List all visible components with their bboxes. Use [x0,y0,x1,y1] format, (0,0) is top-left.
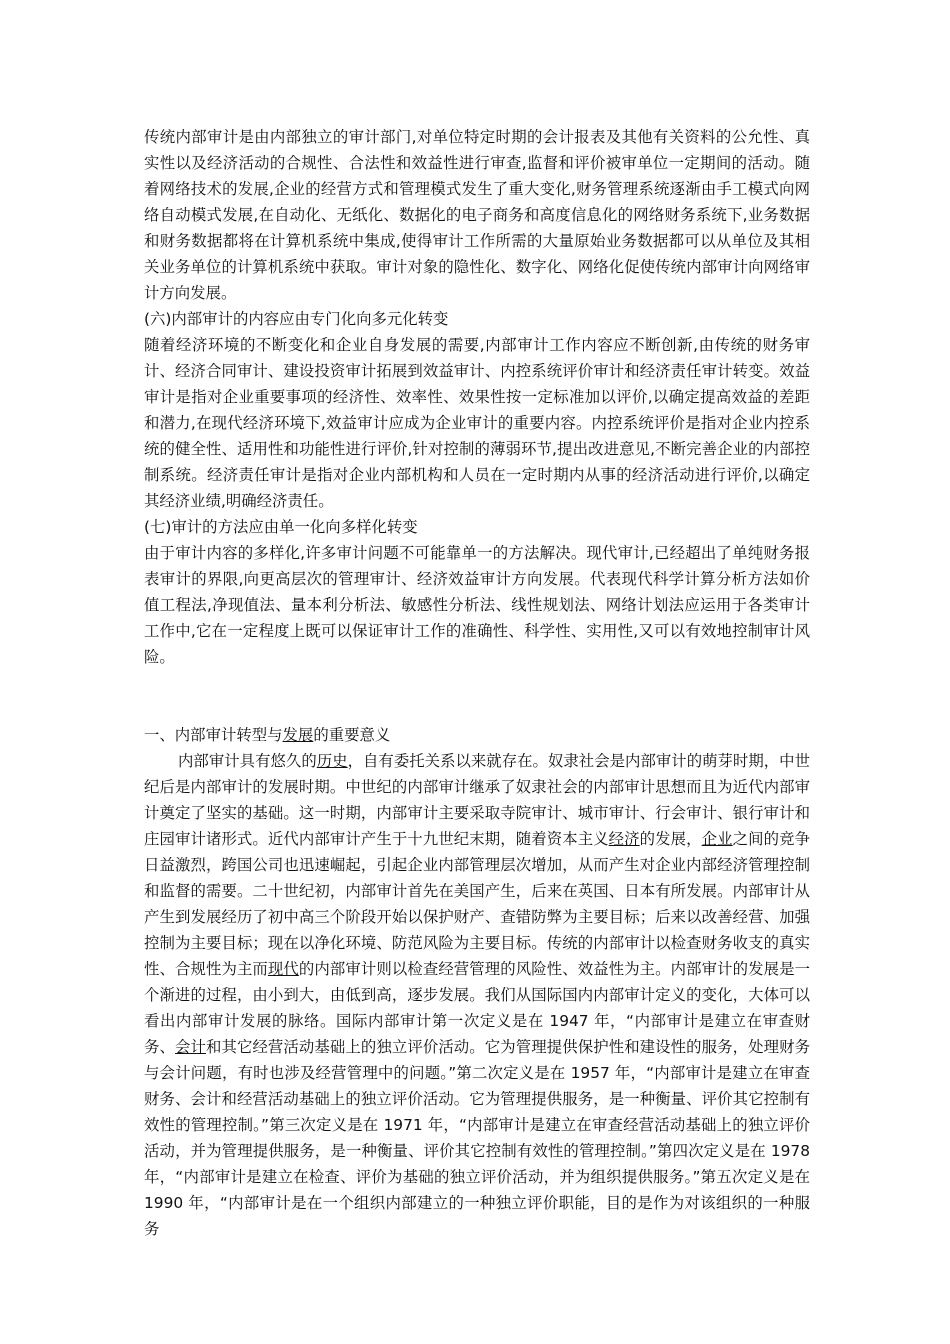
link-economy[interactable]: 经济 [608,830,640,848]
text-run: 之间的竞争日益激烈，跨国公司也迅速崛起，引起企业内部管理层次增加，从而产生对企业内部经济管理控制和监督的需要。二十世纪初，内部审计首先在美国产生，后来在英国、日本有所发展。内部审计从产生到发展经历了初中高三个阶段开始以保护财产、查错防弊为主要目标；后来以改善经营、加强控制为主要目标；现在以净化环境、防范风险为主要目标。传统的内部审计以检查财务收支的真实性、合规性为主而 [144,830,810,978]
text-run: 的内部审计则以检查经营管理的风险性、效益性为主。内部审计的发展是一个渐进的过程，由小到大，由低到高，逐步发展。我们从国际国内内部审计定义的变化，大体可以看出内部审计发展的脉络。国际内部审计第一次定义是在 1947 年，“内部审计是建立在审查财务、 [144,960,810,1056]
text-run: ，自有委托关系以来就存在。奴隶社会是内部审计的萌芽时期，中世纪后是内部审计的发展时期。中世纪的内部审计继承了奴隶社会的内部审计思想而且为近代内部审计奠定了坚实的基础。这一时期，内部审计主要采取寺院审计、城市审计、行会审计、银行审计和庄园审计诸形式。近代内部审计产生于十九世纪末期，随着资本主义 [144,752,810,848]
paragraph-audit-content: 随着经济环境的不断变化和企业自身发展的需要,内部审计工作内容应不断创新,由传统的财务审计、经济合同审计、建设投资审计拓展到效益审计、内控系统评价审计和经济责任审计转变。效益审计是指对企业重要事项的经济性、效率性、效果性按一定标准加以评价,以确定提高效益的差距和潜力,在现代经济环境下,效益审计应成为企业审计的重要内容。内控系统评价是指对企业内控系统的健全性、适用性和功能性进行评价,针对控制的薄弱环节,提出改进意见,不断完善企业的内部控制系统。经济责任审计是指对企业内部机构和人员在一定时期内从事的经济活动进行评价,以确定其经济业绩,明确经济责任。 [144,336,810,510]
text-run: 的发展， [639,830,702,848]
link-modern[interactable]: 现代 [267,960,299,978]
section-spacer [144,670,810,722]
section-title-prefix: 一、内部审计转型与 [144,726,283,744]
link-accounting[interactable]: 会计 [174,1038,206,1056]
document-body [144,124,810,1242]
section-title-suffix: 的重要意义 [313,726,391,744]
paragraph-audit-history [144,748,810,1242]
heading-content-diversification: (六)内部审计的内容应由专门化向多元化转变 [144,310,449,328]
link-enterprise[interactable]: 企业 [701,830,733,848]
paragraph-audit-methods: 由于审计内容的多样化,许多审计问题不可能靠单一的方法解决。现代审计,已经超出了单纯财务报表审计的界限,向更高层次的管理审计、经济效益审计方向发展。代表现代科学计算分析方法如价值工程法,净现值法、量本利分析法、敏感性分析法、线性规划法、网络计划法应运用于各类审计工作中,它在一定程度上既可以保证审计工作的准确性、科学性、实用性,又可以有效地控制审计风险。 [144,544,810,666]
section-title [144,722,810,748]
text-run: 和其它经营活动基础上的独立评价活动。它为管理提供保护性和建设性的服务，处理财务与会计问题，有时也涉及经营管理中的问题。”第二次定义是在 1957 年，“内部审计是建立在审查财务、会计和经营活动基础上的独立评价活动。它为管理提供服务，是一种衡量、评价其它控制有效性的管理控制。”第三次定义是在 1971 年，“内部审计是建立在审查经营活动基础上的独立评价活动，并为管理提供服务，是一种衡量、评价其它控制有效性的管理控制。”第四次定义是在 1978 年，“内部审计是建立在检查、评价为基础的独立评价活动，并为组织提供服务。”第五次定义是在 1990 年，“内部审计是在一个组织内部建立的一种独立评价职能，目的是作为对该组织的一种服务 [144,1038,810,1238]
link-history[interactable]: 历史 [316,752,348,770]
paragraph-network-audit: 传统内部审计是由内部独立的审计部门,对单位特定时期的会计报表及其他有关资料的公允性、真实性以及经济活动的合规性、合法性和效益性进行审查,监督和评价被审单位一定期间的活动。随着网络技术的发展,企业的经营方式和管理模式发生了重大变化,财务管理系统逐渐由手工模式向网络自动模式发展,在自动化、无纸化、数据化的电子商务和高度信息化的网络财务系统下,业务数据和财务数据都将在计算机系统中集成,使得审计工作所需的大量原始业务数据都可以从单位及其相关业务单位的计算机系统中获取。审计对象的隐性化、数字化、网络化促使传统内部审计向网络审计方向发展。 [144,128,810,302]
text-run: 内部审计具有悠久的 [178,752,317,770]
link-development[interactable]: 发展 [282,726,314,744]
heading-method-diversification: (七)审计的方法应由单一化向多样化转变 [144,518,418,536]
